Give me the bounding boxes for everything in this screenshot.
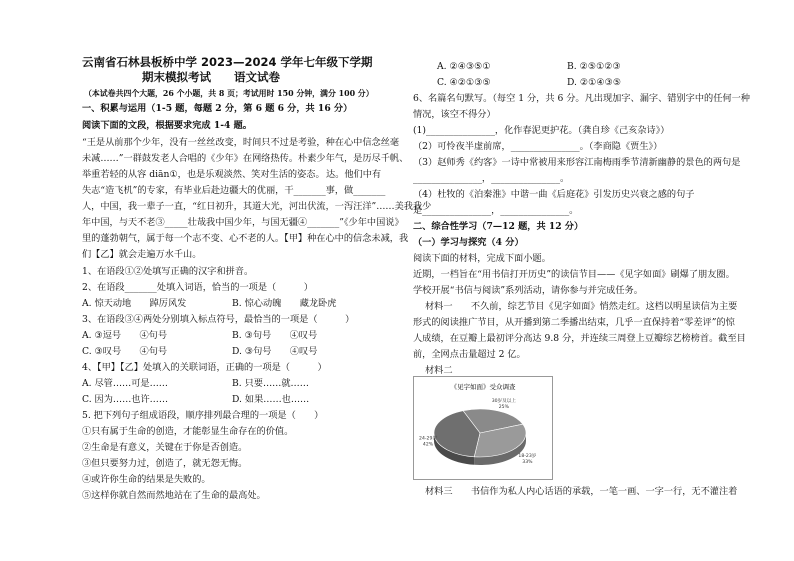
pie-data-label: 24-29岁 — [419, 436, 437, 442]
option: C. ③叹号 ④句号 — [82, 346, 168, 357]
question-6: 6、名篇名句默写。（每空 1 分，共 6 分。凡出现加字、漏字、错别字中的任何一种 — [413, 93, 750, 104]
pie-data-label: 25% — [498, 404, 509, 410]
question-1: 1、在语段①②处填写正确的汉字和拼音。 — [82, 266, 254, 277]
blank-line: _______________，_______________。 — [413, 173, 570, 184]
material-3-line: 材料三 书信作为私人内心话语的承载，一笔一画、一字一行，无不灌注着 — [425, 486, 738, 497]
sentence-item: ③但只要努力过，创造了，就无怨无悔。 — [82, 458, 248, 469]
option: A. ②④③⑤① — [437, 61, 491, 72]
pie-data-label: 42% — [422, 442, 434, 448]
question-6-cont: 情况，该空不得分） — [413, 109, 496, 120]
passage-line: “王是从前那个少年，没有一丝丝改变，时间只不过是考验，种在心中信念丝毫 — [82, 137, 400, 148]
pie-data-label: 18-23岁 — [518, 454, 537, 460]
reading-line: 阅读下面的材料，完成下面小题。 — [413, 253, 551, 264]
passage-line: 达。他们中有 — [326, 169, 382, 180]
exam-title-line1: 云南省石林县板桥中学 2023—2024 学年七年级下学期 — [82, 55, 373, 69]
exam-note: （本试卷共四个大题，26 个小题，共 8 页；考试用时 150 分钟，满分 100 分） — [84, 89, 374, 98]
option: B. ②⑤①②③ — [567, 61, 621, 72]
material-2-label: 材料二 — [425, 365, 453, 376]
exam-title-line2: 期末模拟考试 语文试卷 — [142, 70, 280, 84]
option: A. ③逗号 ④句号 — [82, 330, 168, 341]
material-1-line: 人成绩，在豆瓣上最初评分高达 9.8 分，并连续三周登上豆瓣综艺榜榜首。截至目 — [413, 333, 746, 344]
survey-chart — [413, 376, 553, 480]
question-2: 2、在语段_______处填入词语，恰当的一项是（ ） — [82, 282, 313, 293]
blank-line: (1)_______________，化作春泥更护花。（龚自珍《己亥杂诗》） — [413, 125, 670, 136]
option: B. ③句号 ④叹号 — [232, 330, 318, 341]
blank-line: （4）杜牧的《泊秦淮》中谐一曲《后庭花》引发历史兴衰之感的句子 — [413, 189, 695, 200]
reading-line: 学校开展“书信与阅读”系列活动，请你参与并完成任务。 — [413, 285, 643, 296]
blank-line: （2）可怜夜半虚前席，_______________。（李商隐《贾生》） — [413, 141, 663, 152]
blank-line: （3）赵师秀《约客》一诗中常被用来形容江南梅雨季节清新幽静的景色的两句是 — [413, 157, 741, 168]
question-4: 4、【甲】【乙】处填入的关联词语，正确的一项是（ ） — [82, 362, 327, 373]
option: C. 因为……也许…… — [82, 394, 169, 405]
reading-line: 近期，一档旨在“用书信打开历史”的读信节目——《见字如面》刷爆了朋友圈。 — [413, 269, 735, 280]
sentence-item: ④或许你生命的结果是失败的。 — [82, 474, 211, 485]
option: B. 惊心动魄 藏龙卧虎 — [232, 298, 337, 309]
section-2-heading: 二、综合性学习（7—12 题，共 12 分） — [413, 221, 584, 232]
sentence-item: ①只有属于生命的创造，才能彰显生命存在的价值。 — [82, 426, 294, 437]
chart-title: 《见字如面》受众调查 — [450, 383, 516, 391]
material-1-line: 材料一 不久前，综艺节目《见字如面》悄然走红。这档以明星读信为主要 — [425, 301, 738, 312]
option: D. ②①④③⑤ — [567, 77, 622, 88]
pie-chart-svg — [414, 377, 552, 479]
option: A. 惊天动地 踔厉风发 — [82, 298, 187, 309]
passage-line: 人，中国，我一辈子一直，“红日初升，其道大光，河出伏流，一泻汪洋”……美我我少 — [82, 201, 432, 212]
option: D. 如果……也…… — [232, 394, 310, 405]
sentence-item: ⑤这样你就自然而然地站在了生命的最高处。 — [82, 490, 266, 501]
material-1-line: 形式的阅读推广节目，从开播到第二季播出结束，几乎一直保持着“零差评”的惊 — [413, 317, 735, 328]
blank-line: 是_______________，_______________。 — [413, 205, 579, 216]
option: D. ③句号 ④叹号 — [232, 346, 318, 357]
material-1-line: 前，全网点击量超过 2 亿。 — [413, 349, 526, 360]
pie-data-label: 33% — [522, 460, 533, 466]
question-3: 3、在语段③④两处分别填入标点符号，最恰当的一项是（ ） — [82, 314, 355, 325]
subsection-heading: （一）学习与探究（4 分） — [413, 237, 524, 248]
pie-data-label: 30岁及以上 — [491, 398, 516, 404]
option: C. ④②①③⑤ — [437, 77, 491, 88]
passage-line: 未减……”一群鼓发老人合唱的《少年》在网络热传。朴素少年气，是历尽千帆、 — [82, 153, 409, 164]
sentence-item: ②生命是有意义，关键在于你是否创造。 — [82, 442, 248, 453]
question-5: 5. 把下列句子组成语段，顺序排列最合理的一项是（ ） — [82, 410, 324, 421]
passage-line: 们【乙】就会走遍万水千山。 — [82, 249, 202, 260]
passage-line: 失志“造飞机”的专家，有毕业后赴边疆大的优丽，干_______事，做_______ — [82, 185, 386, 196]
passage-line: 举重若轻的从容 diān①，也是乐观淡然、笑对生活的姿态。 — [82, 169, 325, 180]
section-1-heading: 一、积累与运用（1-5 题，每题 2 分，第 6 题 6 分，共 16 分） — [82, 103, 353, 114]
passage-line: 年中国，与天不老③_____壮哉我中国少年，与国无疆④_______”《少年中国说》 — [82, 217, 404, 228]
option: B. 只要……就…… — [232, 378, 309, 389]
passage-line: 里的蓬勃朝气，属于每一个志不变、心不老的人。【甲】种在心中的信念未减，我 — [82, 233, 409, 244]
reading-instruction: 阅读下面的文段，根据要求完成 1-4 题。 — [82, 120, 252, 131]
option: A. 尽管……可是…… — [82, 378, 168, 389]
